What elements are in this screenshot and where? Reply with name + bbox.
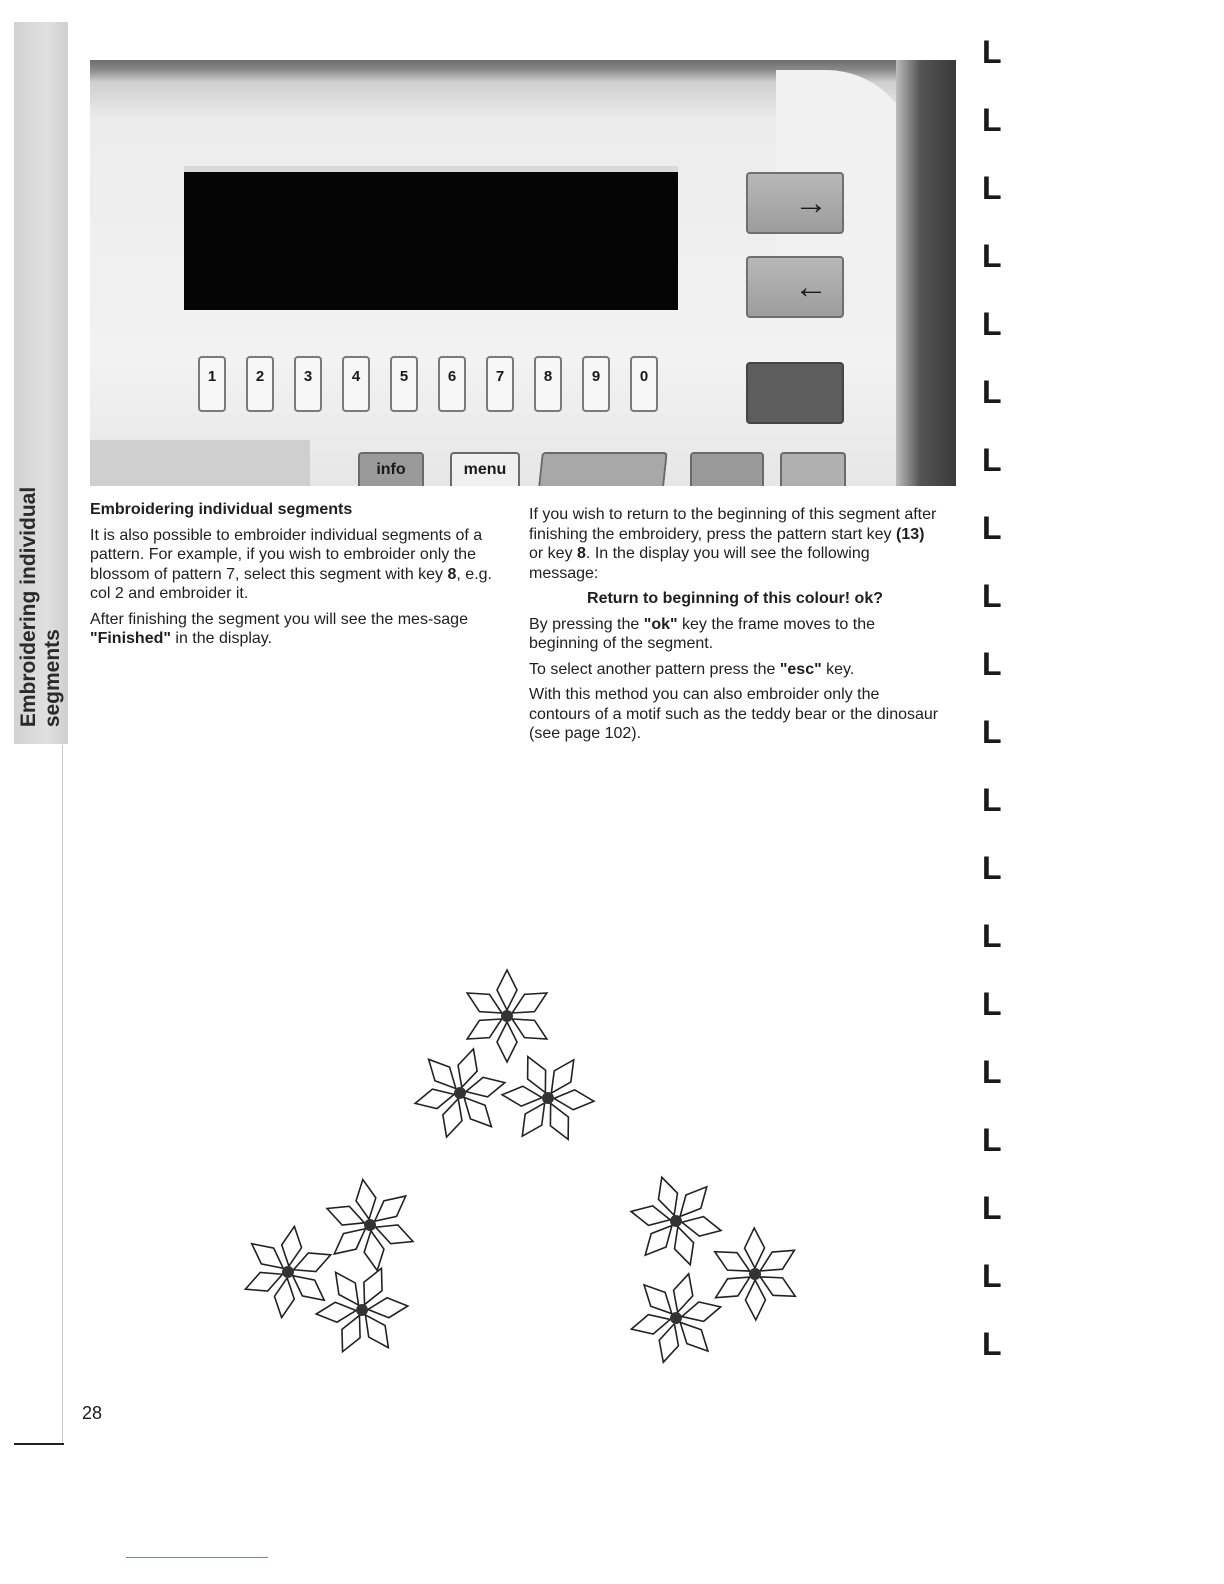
flower-petal <box>755 1242 800 1280</box>
flower-petal <box>315 1301 357 1324</box>
margin-mark: L <box>982 850 1002 886</box>
margin-mark: L <box>982 374 1002 410</box>
margin-mark: L <box>982 1054 1002 1090</box>
flower-petal <box>372 1218 417 1251</box>
number-key-7: 7 <box>486 356 514 412</box>
number-key-4: 4 <box>342 356 370 412</box>
right-paragraph-4: With this method you can also embroider only the contours of a motif such as the teddy bear or the dinosaur (see page 102). <box>529 686 939 742</box>
flower-motif <box>485 1035 611 1161</box>
margin-mark: L <box>982 238 1002 274</box>
flower-petal <box>462 1010 507 1047</box>
flower-petal <box>629 1310 673 1339</box>
flower-petal <box>519 1052 555 1097</box>
flower-petal <box>507 1010 552 1047</box>
flower-petal <box>462 984 507 1021</box>
flower-petal <box>464 1073 507 1101</box>
number-key-1: 1 <box>198 356 226 412</box>
flower-petal <box>355 1264 390 1309</box>
right-paragraph-1: If you wish to return to the beginning of this segment after finishing the embroidery, press the pattern start key (13) or key 8. In the display you will see the following message: <box>529 506 937 582</box>
page-number: 28 <box>82 1403 103 1423</box>
display-message: Return to beginning of this colour! ok? <box>587 590 883 607</box>
flower-petal <box>679 1297 723 1326</box>
flower-motif <box>237 1220 339 1324</box>
flower-petal <box>652 1174 683 1218</box>
flower-petal <box>497 970 517 1010</box>
flower-motif <box>620 1261 732 1374</box>
flower-center <box>501 1010 513 1022</box>
left-paragraph-1: It is also possible to embroider individual segments of a pattern. For example, if you wish to embroider only the blossom of pattern 7, select this segment with key 8, e.g. col 2 and embroider it. <box>90 526 492 602</box>
margin-mark: L <box>982 306 1002 342</box>
margin-mark: L <box>982 1190 1002 1226</box>
flower-petal <box>668 1224 699 1268</box>
flower-petal <box>507 984 552 1021</box>
flower-motif <box>612 1157 740 1285</box>
flower-petal <box>242 1265 287 1299</box>
margin-mark: L <box>982 646 1002 682</box>
number-key-8: 8 <box>534 356 562 412</box>
margin-mark: L <box>982 1326 1002 1362</box>
right-arrow-icon: → <box>794 183 828 222</box>
flower-petal <box>542 1099 578 1144</box>
side-tab-line-1: Embroidering individual <box>17 486 41 728</box>
flower-petal <box>367 1296 409 1319</box>
flower-motif <box>404 1036 517 1150</box>
flower-petal <box>654 1321 684 1365</box>
flower-petal <box>437 1096 468 1140</box>
flower-motif <box>462 970 552 1062</box>
number-key-3: 3 <box>294 356 322 412</box>
section-heading: Embroidering individual segments <box>90 501 353 518</box>
margin-mark: L <box>982 1258 1002 1294</box>
flower-petal <box>553 1088 594 1111</box>
flower-petal <box>710 1243 755 1280</box>
info-key-label: info <box>376 461 406 478</box>
margin-mark: L <box>982 1122 1002 1158</box>
flower-petal <box>710 1269 755 1307</box>
flower-petal <box>290 1245 335 1279</box>
margin-mark: L <box>982 102 1002 138</box>
margin-mark: L <box>982 714 1002 750</box>
margin-mark: L <box>982 986 1002 1022</box>
flower-petal <box>452 1046 483 1090</box>
flower-motif <box>306 1161 434 1289</box>
margin-mark: L <box>982 510 1002 546</box>
number-key-9: 9 <box>582 356 610 412</box>
right-paragraph-3: To select another pattern press the "esc" key. <box>529 660 855 678</box>
menu-key-label: menu <box>463 461 507 478</box>
flower-motif <box>692 1212 817 1336</box>
flower-petal <box>744 1228 765 1268</box>
flower-petal <box>333 1311 368 1356</box>
margin-mark: L <box>982 442 1002 478</box>
flower-petal <box>543 1054 582 1098</box>
flower-petal <box>745 1280 766 1320</box>
number-key-5: 5 <box>390 356 418 412</box>
number-key-2: 2 <box>246 356 274 412</box>
flower-petal <box>413 1085 456 1113</box>
margin-mark: L <box>982 34 1002 70</box>
side-tab-line-2: segments <box>41 629 65 728</box>
left-paragraph-2: After finishing the segment you will see the mes-sage "Finished" in the display. <box>90 610 468 647</box>
flower-petal <box>668 1271 698 1315</box>
right-paragraph-2: By pressing the "ok" key the frame moves to the beginning of the segment. <box>529 615 875 652</box>
left-arrow-icon: ← <box>794 267 828 306</box>
flower-petal <box>323 1199 368 1232</box>
margin-mark: L <box>982 782 1002 818</box>
flower-petal <box>497 1022 517 1062</box>
margin-mark: L <box>982 578 1002 614</box>
flower-petal <box>501 1085 542 1108</box>
number-key-6: 6 <box>438 356 466 412</box>
margin-mark: L <box>982 918 1002 954</box>
flower-petal <box>514 1097 553 1141</box>
flower-petal <box>755 1268 800 1305</box>
margin-mark: L <box>982 170 1002 206</box>
number-key-0: 0 <box>630 356 658 412</box>
flower-center <box>747 1266 763 1282</box>
